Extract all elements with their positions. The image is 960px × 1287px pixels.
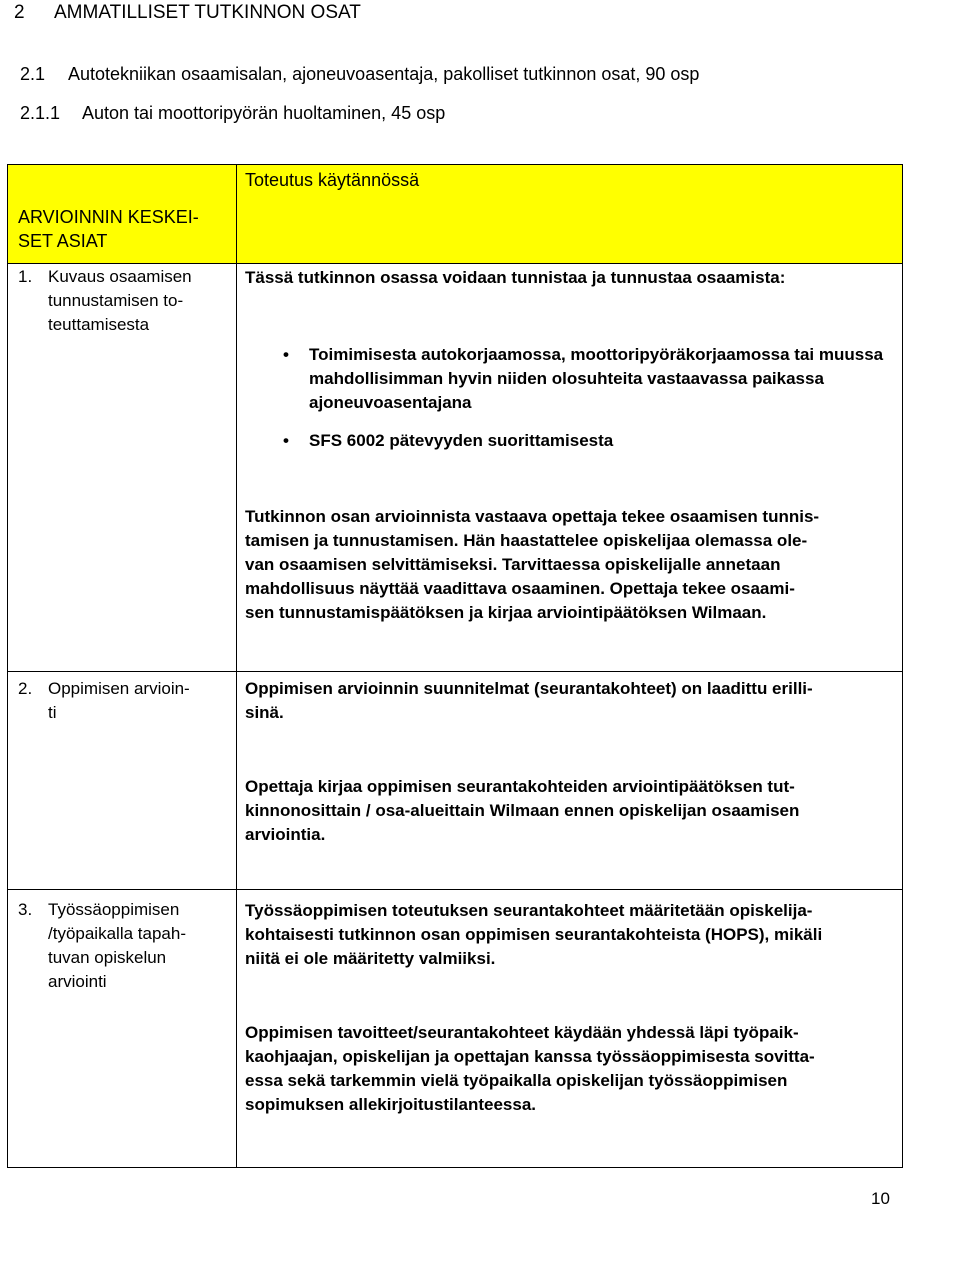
row-3-label <box>18 898 230 994</box>
row-3-paragraph-2: Oppimisen tavoitteet/seurantakohteet käydään yhdessä läpi työpaik- kaohjaajan, opiskelijan ja opettajan kanssa työssäoppimisesta sovitta- essa sekä tarkemmin vielä työpaikalla opiskelijan työssäoppimisen sopimuksen allekirjoitustilanteessa. <box>245 1023 815 1114</box>
row-label-rest: /työpaikalla tapah- tuvan opiskelun arviointi <box>48 924 186 991</box>
row-label-first: Kuvaus osaamisen <box>48 267 192 286</box>
row-3-paragraph-1: Työssäoppimisen toteutuksen seurantakohteet määritetään opiskelija- kohtaisesti tutkinnon osan oppimisen seurantakohteista (HOPS), mikäli niitä ei ole määritetty valmiiksi. <box>245 901 823 968</box>
row-label-first: Työssäoppimisen <box>48 900 180 919</box>
row-number: 1. <box>18 267 33 286</box>
assessment-table <box>7 164 903 1168</box>
section-number: 2.1 <box>20 64 46 84</box>
section-heading-3 <box>20 103 445 124</box>
section-number: 2.1.1 <box>20 103 61 123</box>
page-number: 10 <box>871 1189 890 1208</box>
row-2-paragraph-1: Oppimisen arvioinnin suunnitelmat (seurantakohteet) on laadittu erilli- sinä. <box>245 679 813 722</box>
list-item <box>245 429 895 453</box>
row-2-label <box>18 677 230 725</box>
list-item-text: Toimimisesta autokorjaamossa, moottoripyöräkorjaamossa tai muussa mahdollisimman hyvin niiden olosuhteita vastaavassa paikassa ajoneuvoasentajana <box>309 345 884 412</box>
header-left-cell: ARVIOINNIN KESKEI- SET ASIAT <box>18 207 199 251</box>
section-title: Auton tai moottoripyörän huoltaminen, 45 osp <box>82 103 446 123</box>
row-1-paragraph: Tutkinnon osan arvioinnista vastaava opettaja tekee osaamisen tunnis- tamisen ja tunnustamisen. Hän haastattelee opiskelijaa olemassa ole- van osaamisen selvittämiseksi. Tarvittaessa opiskelijalle annetaan mahdollisuus näyttää vaadittava osaaminen. Opettaja tekee osaami- sen tunnustamispäätöksen ja kirjaa arviointipäätöksen Wilmaan. <box>245 507 820 622</box>
row-divider <box>8 263 902 264</box>
header-right-cell: Toteutus käytännössä <box>245 170 420 190</box>
bullet-icon: • <box>283 431 289 450</box>
section-title: Autotekniikan osaamisalan, ajoneuvoasentaja, pakolliset tutkinnon osat, 90 osp <box>68 64 700 84</box>
row-2-paragraph-2: Opettaja kirjaa oppimisen seurantakohteiden arviointipäätöksen tut- kinnonosittain / osa-alueittain Wilmaan ennen opiskelijan osaamisen arviointia. <box>245 777 800 844</box>
row-divider <box>8 889 902 890</box>
row-number: 3. <box>18 900 33 919</box>
section-heading-1 <box>14 2 361 24</box>
column-divider <box>236 165 237 1167</box>
section-title: AMMATILLISET TUTKINNON OSAT <box>54 2 361 23</box>
row-label-first: Oppimisen arvioin- <box>48 679 190 698</box>
row-label-rest: tunnustamisen to- teuttamisesta <box>48 291 184 334</box>
row-1-label <box>18 265 230 337</box>
row-divider <box>8 671 902 672</box>
row-1-intro: Tässä tutkinnon osassa voidaan tunnistaa ja tunnustaa osaamista: <box>245 268 786 287</box>
section-number: 2 <box>14 2 25 23</box>
row-label-rest: ti <box>48 703 57 722</box>
section-heading-2 <box>20 64 699 85</box>
list-item-text: SFS 6002 pätevyyden suorittamisesta <box>309 431 614 450</box>
bullet-icon: • <box>283 345 289 364</box>
row-number: 2. <box>18 679 33 698</box>
row-1-bullet-list <box>245 343 895 467</box>
list-item <box>245 343 895 415</box>
